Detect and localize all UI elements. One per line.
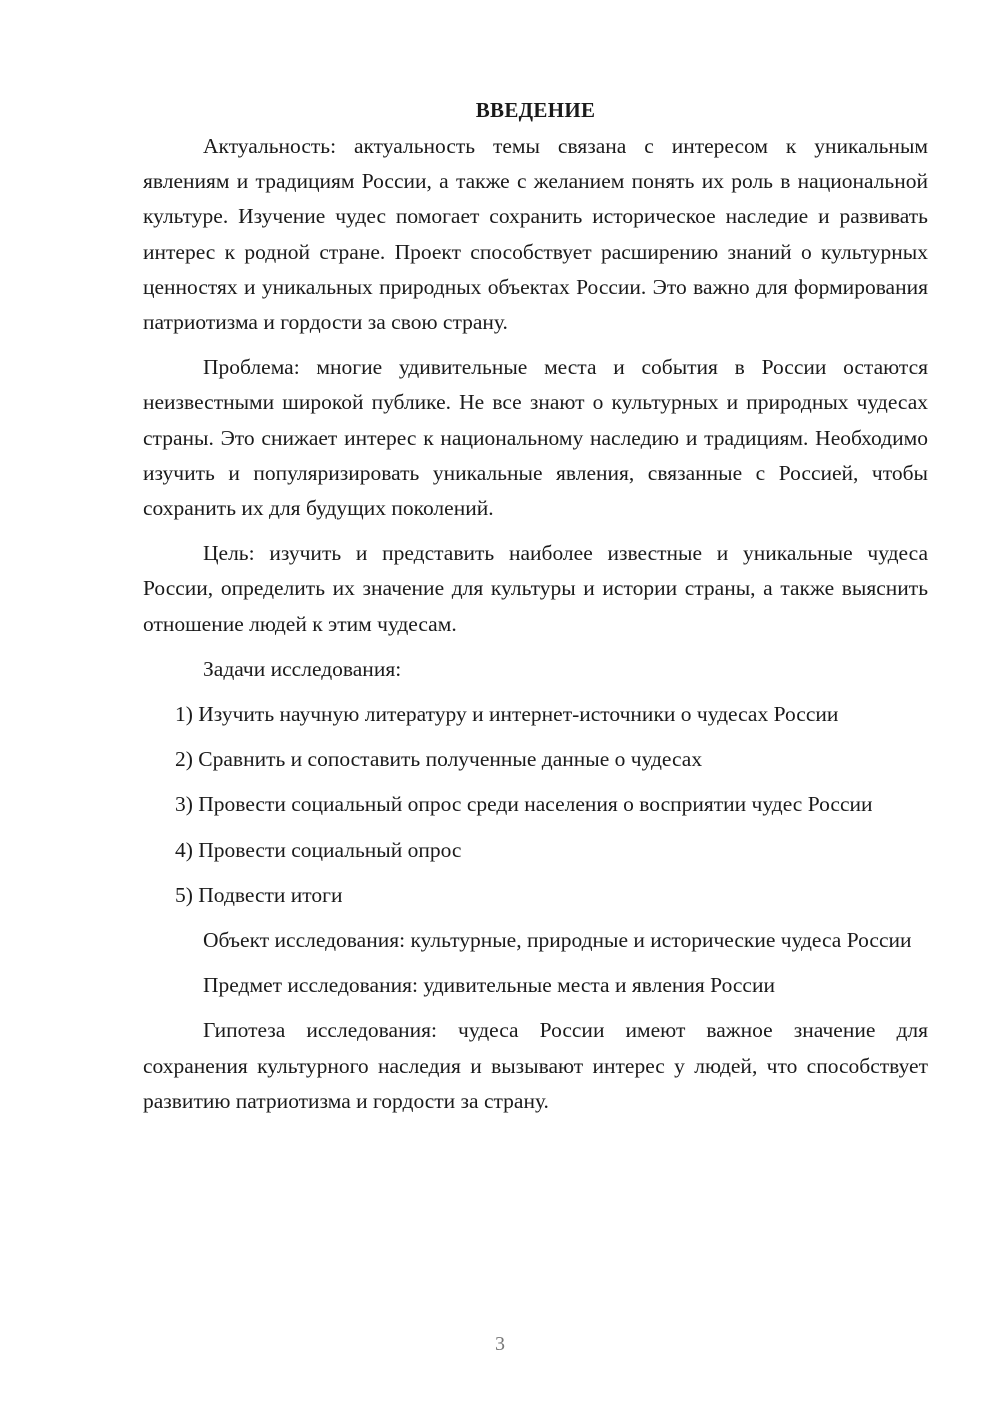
tasks-list — [143, 697, 928, 913]
hypothesis-paragraph: Гипотеза исследования: чудеса России имеют важное значение для сохранения культурного наследия и вызывают интерес у людей, что способствует развитию патриотизма и гордости за страну. — [143, 1018, 928, 1113]
problem-paragraph: Проблема: многие удивительные места и события в России остаются неизвестными широкой публике. Не все знают о культурных и природных чудесах страны. Это снижает интерес к национальному наследию и традициям. Необходимо изучить и популяризировать уникальные явления, связанные с Россией, чтобы сохранить их для будущих поколений. — [143, 355, 928, 521]
subject-paragraph: Предмет исследования: удивительные места и явления России — [203, 973, 775, 998]
tasks-heading: Задачи исследования: — [203, 656, 402, 681]
list-item: 2) Сравнить и сопоставить полученные данные о чудесах — [175, 747, 703, 772]
goal-paragraph: Цель: изучить и представить наиболее известные и уникальные чудеса России, определить их значение для культуры и истории страны, а также выяснить отношение людей к этим чудесам. — [143, 541, 928, 636]
list-item: 3) Провести социальный опрос среди населения о восприятии чудес России — [175, 792, 873, 817]
list-item: 5) Подвести итоги — [175, 882, 343, 907]
page-number: 3 — [495, 1333, 505, 1355]
document-page — [143, 95, 928, 1129]
object-paragraph: Объект исследования: культурные, природные и исторические чудеса России — [203, 928, 912, 953]
list-item: 1) Изучить научную литературу и интернет-источники о чудесах России — [175, 702, 839, 727]
relevance-paragraph: Актуальность: актуальность темы связана с интересом к уникальным явлениям и традициям России, а также с желанием понять их роль в национальной культуре. Изучение чудес помогает сохранить историческое наследие и развивать интерес к родной стране. Проект способствует расширению знаний о культурных ценностях и уникальных природных объектах России. Это важно для формирования патриотизма и гордости за свою страну. — [143, 134, 928, 335]
section-heading: ВВЕДЕНИЕ — [475, 98, 596, 122]
list-item: 4) Провести социальный опрос — [175, 837, 462, 862]
